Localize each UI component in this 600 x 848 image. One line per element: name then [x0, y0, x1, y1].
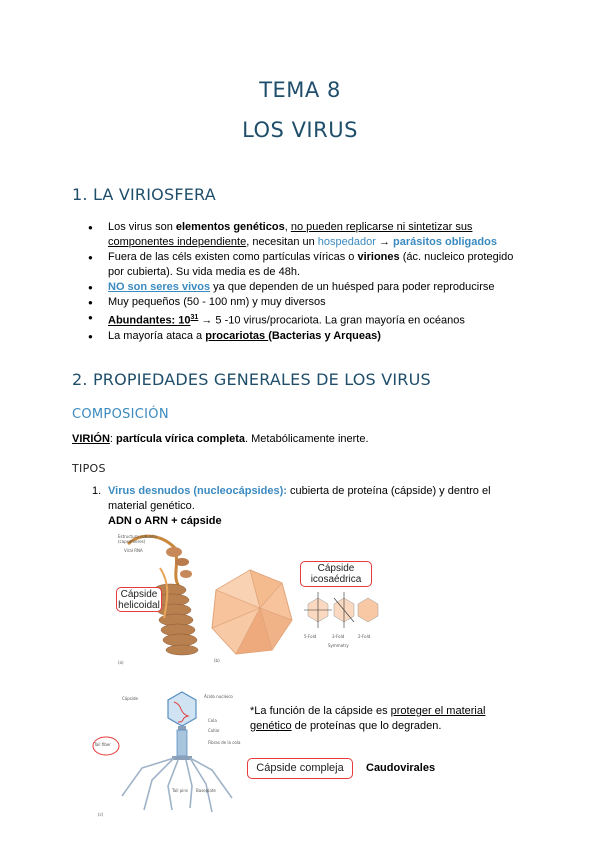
section2-heading: 2. PROPIEDADES GENERALES DE LOS VIRUS [72, 370, 431, 389]
label-collar: Collar [208, 728, 220, 733]
bold-term: Abundantes: 10 [108, 314, 191, 327]
label-tail-fiber: Tail fiber [94, 742, 111, 747]
text-run: *La función de la cápside es [250, 705, 391, 717]
text-run: La mayoría ataca a [108, 329, 206, 342]
label-capsomeres: (capsomeres) [118, 539, 146, 544]
bold-term: procariotas [205, 329, 269, 342]
label-symmetry: Symmetry [328, 643, 349, 648]
box-capside-icosaedrica [300, 561, 372, 587]
label-5-fold: 5-Fold [304, 634, 317, 639]
label-fibras: Fibras de la cola [208, 740, 241, 745]
label-b: (b) [214, 658, 220, 663]
doc-title-line1: TEMA 8 [259, 78, 341, 102]
label-cola: Cola [208, 718, 217, 723]
text-run: Fuera de las céls existen como partículas víricas o [108, 251, 358, 263]
label-3-fold: 3-Fold [332, 634, 345, 639]
bullet-item [84, 295, 524, 310]
label-tail-pins: Tail pins [172, 788, 188, 793]
highlight-term: parásitos obligados [393, 236, 497, 248]
highlight-term: hospedador [317, 236, 376, 248]
underlined-text: no pueden replicarse ni sintetizar sus componentes independiente [108, 221, 473, 248]
text-run: (ác. nucleico protegido por cubierta). Su vida media es de 48h. [108, 251, 514, 278]
label-structure-subunits: Estructura subunits [118, 534, 158, 539]
label-baseplate: Baseplate [196, 788, 216, 793]
subheading-tipos: TIPOS [72, 462, 106, 475]
highlight-term: NO son seres vivos [108, 281, 211, 293]
text-run: : [109, 433, 117, 445]
text-run: de proteínas que lo degraden. [291, 720, 442, 732]
box-label-line1: Cápside [317, 563, 355, 574]
bullet-item [84, 220, 524, 250]
text-run: Muy pequeños (50 - 100 nm) y muy diversos [108, 296, 326, 308]
bold-term: ADN o ARN + cápside [108, 515, 222, 527]
bullet-item [84, 310, 524, 329]
bold-term: (Bacterias y Arqueas) [268, 329, 381, 342]
numbered-item-1 [92, 484, 522, 529]
label-2-fold: 2-Fold [358, 634, 371, 639]
bullet-item [84, 250, 524, 280]
bold-term: partícula vírica completa [116, 433, 246, 445]
text-run: ya que dependen de un huésped para poder reproducirse [210, 281, 495, 293]
box-capside-helicoidal [116, 587, 162, 612]
label-capside: Cápside [122, 696, 138, 701]
box-label-line2: helicoidal [118, 600, 160, 611]
capsid-function-note [250, 704, 520, 734]
bold-term: VIRIÓN [72, 433, 110, 445]
subheading-composicion: COMPOSICIÓN [72, 407, 169, 422]
label-viral-rna: Viral RNA [124, 548, 143, 553]
text-run: Los virus son [108, 221, 176, 233]
label-c: (c) [98, 812, 104, 817]
box-capside-compleja: Cápside compleja [247, 758, 353, 779]
section1-bullet-list [84, 220, 524, 344]
text-run: , necesitan un [246, 236, 318, 248]
virion-definition [72, 432, 369, 447]
text-run: cubierta de proteína (cápside) y dentro el material genético. [108, 485, 491, 512]
bullet-item [84, 280, 524, 295]
symmetry-diagrams [304, 592, 378, 628]
bullet-item [84, 329, 524, 344]
text-run: → 5 -10 virus/procariota. La gran mayoría en océanos [198, 314, 465, 327]
label-acido-nucleico: Ácido nucleico [204, 694, 233, 699]
underlined-text: proteger el material genético [250, 705, 486, 732]
list-number: 1. [92, 485, 102, 497]
icosahedral-capsid-illustration [212, 570, 292, 654]
text-run: . Metabólicamente inerte. [245, 433, 369, 445]
bold-term: viriones [357, 251, 400, 263]
superscript: 31 [190, 314, 199, 321]
doc-title-line2: LOS VIRUS [242, 118, 358, 142]
text-run: , [284, 221, 291, 233]
bacteriophage-figure [92, 688, 242, 820]
highlight-term: Virus desnudos (nucleocápsides): [108, 485, 287, 497]
section1-heading: 1. LA VIRIOSFERA [72, 185, 216, 204]
text-run: → [375, 236, 394, 248]
caudovirales-label: Caudovirales [366, 762, 436, 774]
phage-illustration [122, 692, 232, 812]
box-label-line2: icosaédrica [310, 574, 362, 585]
label-a: (a) [118, 660, 124, 665]
box-label-line1: Cápside [120, 589, 158, 600]
bold-term: elementos genéticos [175, 221, 285, 233]
